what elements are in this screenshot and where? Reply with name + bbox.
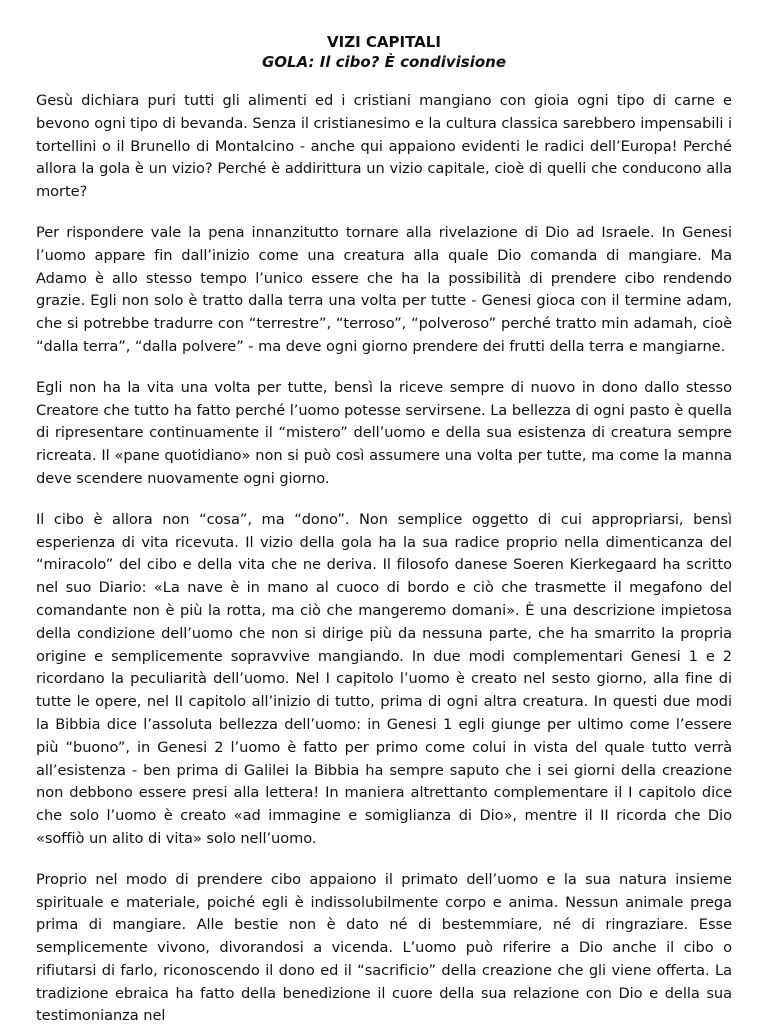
document-subtitle: GOLA: Il cibo? È condivisione (261, 53, 507, 71)
paragraph-2: Per rispondere vale la pena innanzitutto tornare alla rivelazione di Dio ad Israele. In Genesi l’uomo appare fin dall’inizio come una creatura alla quale Dio comanda di mangiare. Ma Adamo è allo stesso tempo l’unico essere che ha la possibilità di prendere cibo rendendo grazie. Egli non solo è tratto dalla terra una volta per tutte - Genesi gioca con il termine adam, che si potrebbe tradurre con “terrestre”, “terroso”, “polveroso” perché tratto min adamah, cioè “dalla terra”, “dalla polvere” - ma deve ogni giorno prendere dei frutti della terra e mangiarne. (36, 223, 732, 355)
document-title: VIZI CAPITALI (327, 33, 441, 51)
paragraph-1: Gesù dichiara puri tutti gli alimenti ed i cristiani mangiano con gioia ogni tipo di carne e bevono ogni tipo di bevanda. Senza il cristianesimo e la cultura classica sarebbero impensabili i tortellini o il Brunello di Montalcino - anche qui appaiono evidenti le radici dell’Europa! Perché allora la gola è un vizio? Perché è addirittura un vizio capitale, cioè di quelli che conducono alla morte? (36, 92, 732, 201)
paragraph-4: Il cibo è allora non “cosa”, ma “dono”. Non semplice oggetto di cui appropriarsi, bensì esperienza di vita ricevuta. Il vizio della gola ha la sua radice proprio nella dimenticanza del “miracolo” del cibo e della vita che ne deriva. Il filosofo danese Soeren Kierkegaard ha scritto nel suo Diario: «La nave è in mano al cuoco di bordo e ciò che trasmette il megafono del comandante non è più la rotta, ma ciò che mangeremo domani». È una descrizione impietosa della condizione dell’uomo che non si dirige più da nessuna parte, che ha smarrito la propria origine e semplicemente sopravvive mangiando. In due modi complementari Genesi 1 e 2 ricordano la peculiarità dell’uomo. Nel I capitolo l’uomo è creato nel sesto giorno, alla fine di tutte le opere, nel II capitolo all’inizio di tutto, prima di ogni altra creatura. In questi due modi la Bibbia dice l’assoluta bellezza dell’uomo: in Genesi 1 egli giunge per ultimo come l’essere più “buono”, in Genesi 2 l’uomo è fatto per primo come colui in vista del quale tutto verrà all’esistenza - ben prima di Galilei la Bibbia ha sempre saputo che i sei giorni della creazione non debbono essere presi alla lettera! In maniera altrettanto complementare il I capitolo dice che solo l’uomo è creato «ad immagine e somiglianza di Dio», mentre il II ricorda che Dio «soffiò un alito di vita» solo nell’uomo. (36, 510, 732, 847)
paragraph-5: Proprio nel modo di prendere cibo appaiono il primato dell’uomo e la sua natura insieme spirituale e materiale, poiché egli è indissolubilmente corpo e anima. Nessun animale prega prima di mangiare. Alle bestie non è dato né di bestemmiare, né di ringraziare. Esse semplicemente vivono, divorandosi a vicenda. L’uomo può riferire a Dio anche il cibo o rifiutarsi di farlo, riconoscendo il dono ed il “sacrificio” della creazione che gli viene offerta. La tradizione ebraica ha fatto della benedizione il cuore della sua relazione con Dio e della sua testimonianza nel (36, 870, 732, 1025)
paragraph-3: Egli non ha la vita una volta per tutte, bensì la riceve sempre di nuovo in dono dallo stesso Creatore che tutto ha fatto perché l’uomo potesse servirsene. La bellezza di ogni pasto è quella di ripresentare continuamente il “mistero” dell’uomo e della sua esistenza di creatura sempre ricreata. Il «pane quotidiano» non si può così assumere una volta per tutte, ma come la manna deve scendere nuovamente ogni giorno. (36, 378, 732, 487)
document-page (36, 0, 732, 1028)
